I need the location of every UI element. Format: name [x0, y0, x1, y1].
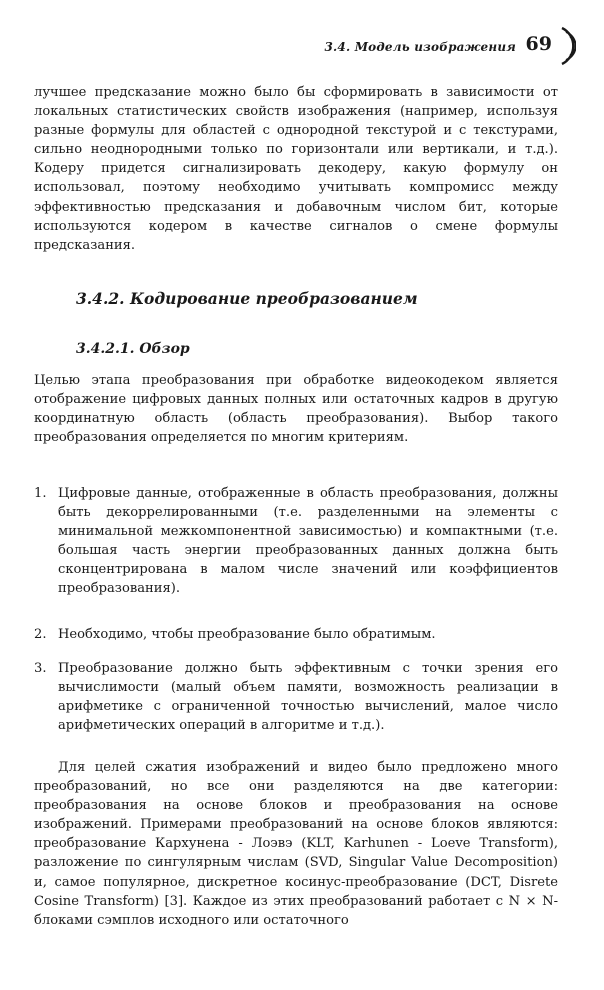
list-item-3 — [34, 659, 558, 735]
list-item-number: 2. — [34, 627, 47, 642]
paragraph-overview: Целью этапа преобразования при обработке видеокодеком является отображение цифровых данных полных или остаточных кадров в другую координатную область (область преобразования). Выбор такого преобразования определяется по многим критериям. — [34, 373, 558, 446]
list-item-text: Преобразование должно быть эффективным с точки зрения его вычислимости (малый объем памяти, возможность реализации в арифметике с ограниченной точностью вычислений, малое число арифметических операций в алгоритме и т.д.). — [58, 661, 558, 734]
paragraph-transforms: Для целей сжатия изображений и видео было предложено много преобразований, но все они разделяются на две категории: преобразования на основе блоков и преобразования на основе изображений. Примерами преобразований на основе блоков являются: преобразование Кархунена - Лоэвэ (KLT, Karhunen - Loeve Transform), разложение по сингулярным числам (SVD, Singular Value Decomposition) и, самое популярное, дискретное косинус-преобразование (DCT, Disrete Cosine Transform) [3]. Каждое из этих преобразований работает с N × N-блоками сэмплов исходного или остаточного — [34, 760, 558, 928]
list-item-text: Необходимо, чтобы преобразование было обратимым. — [58, 627, 436, 642]
paragraph-intro: лучшее предсказание можно было бы сформировать в зависимости от локальных статистических свойств изображения (например, используя разные формулы для областей с однородной текстурой и с текстурами, сильно неоднородными только по горизонтали или вертикали, и т.д.). Кодеру придется сигнализировать декодеру, какую формулу он использовал, поэтому необходимо учитывать компромисс между эффективностью предсказания и добавочным числом бит, которые используются кодером в качестве сигналов о смене формулы предсказания. — [34, 85, 558, 253]
list-item-number: 1. — [34, 486, 47, 501]
list-item-1 — [34, 484, 558, 599]
list-item-2 — [34, 625, 558, 644]
section-heading: 3.4.2. Кодирование преобразованием — [76, 289, 418, 308]
page-number-arcs-icon — [532, 24, 576, 68]
page-number: 69 — [525, 33, 552, 55]
list-item-text: Цифровые данные, отображенные в область преобразования, должны быть декоррелированными (т.е. разделенными на элементы с минимальной межкомпонентной зависимостью) и компактными (т.е. большая часть энергии преобразованных данных должна быть сконцентрирована в малом числе значений или коэффициентов преобразования). — [58, 486, 558, 597]
running-head: 3.4. Модель изображения — [324, 40, 516, 54]
list-item-number: 3. — [34, 661, 47, 676]
subsection-heading: 3.4.2.1. Обзор — [76, 341, 190, 357]
